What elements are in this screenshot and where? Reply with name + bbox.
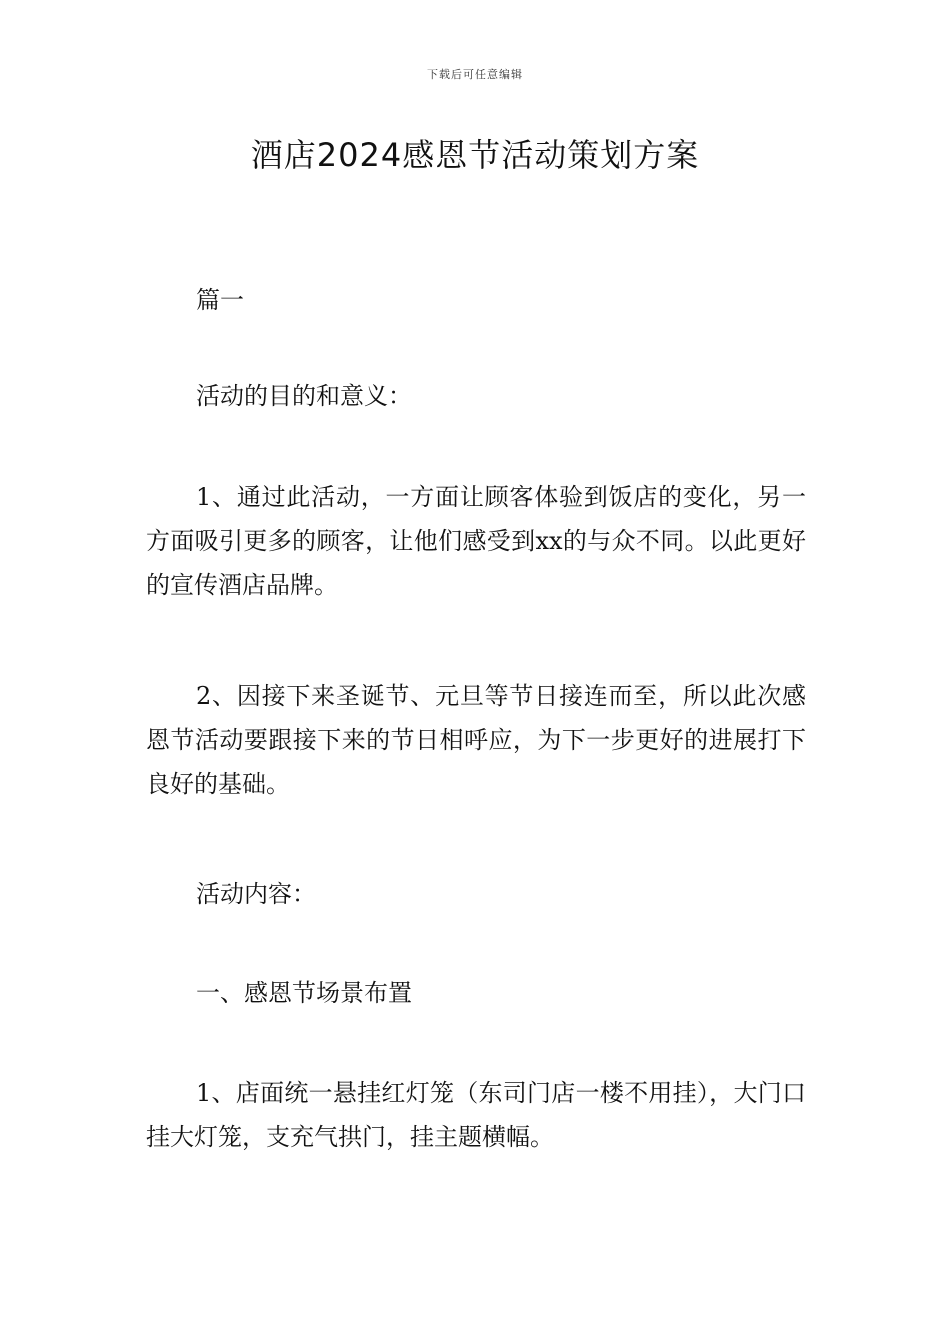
- paragraph-purpose-2: 2、因接下来圣诞节、元旦等节日接连而至，所以此次感恩节活动要跟接下来的节日相呼应，为下一步更好的进展打下良好的基础。: [146, 682, 806, 798]
- heading-scene-setup: 一、感恩节场景布置: [196, 979, 412, 1007]
- paragraph-scene-1: 1、店面统一悬挂红灯笼（东司门店一楼不用挂），大门口挂大灯笼，支充气拱门，挂主题横幅。: [146, 1079, 806, 1151]
- heading-purpose: 活动的目的和意义：: [196, 382, 412, 410]
- document-title: 酒店2024感恩节活动策划方案: [250, 136, 700, 174]
- page-header-note: 下载后可任意编辑: [427, 68, 523, 81]
- paragraph-purpose-1: 1、通过此活动，一方面让顾客体验到饭店的变化，另一方面吸引更多的顾客，让他们感受到xx的与众不同。以此更好的宣传酒店品牌。: [146, 483, 806, 599]
- heading-content: 活动内容：: [196, 880, 316, 908]
- section-label: 篇一: [196, 286, 244, 314]
